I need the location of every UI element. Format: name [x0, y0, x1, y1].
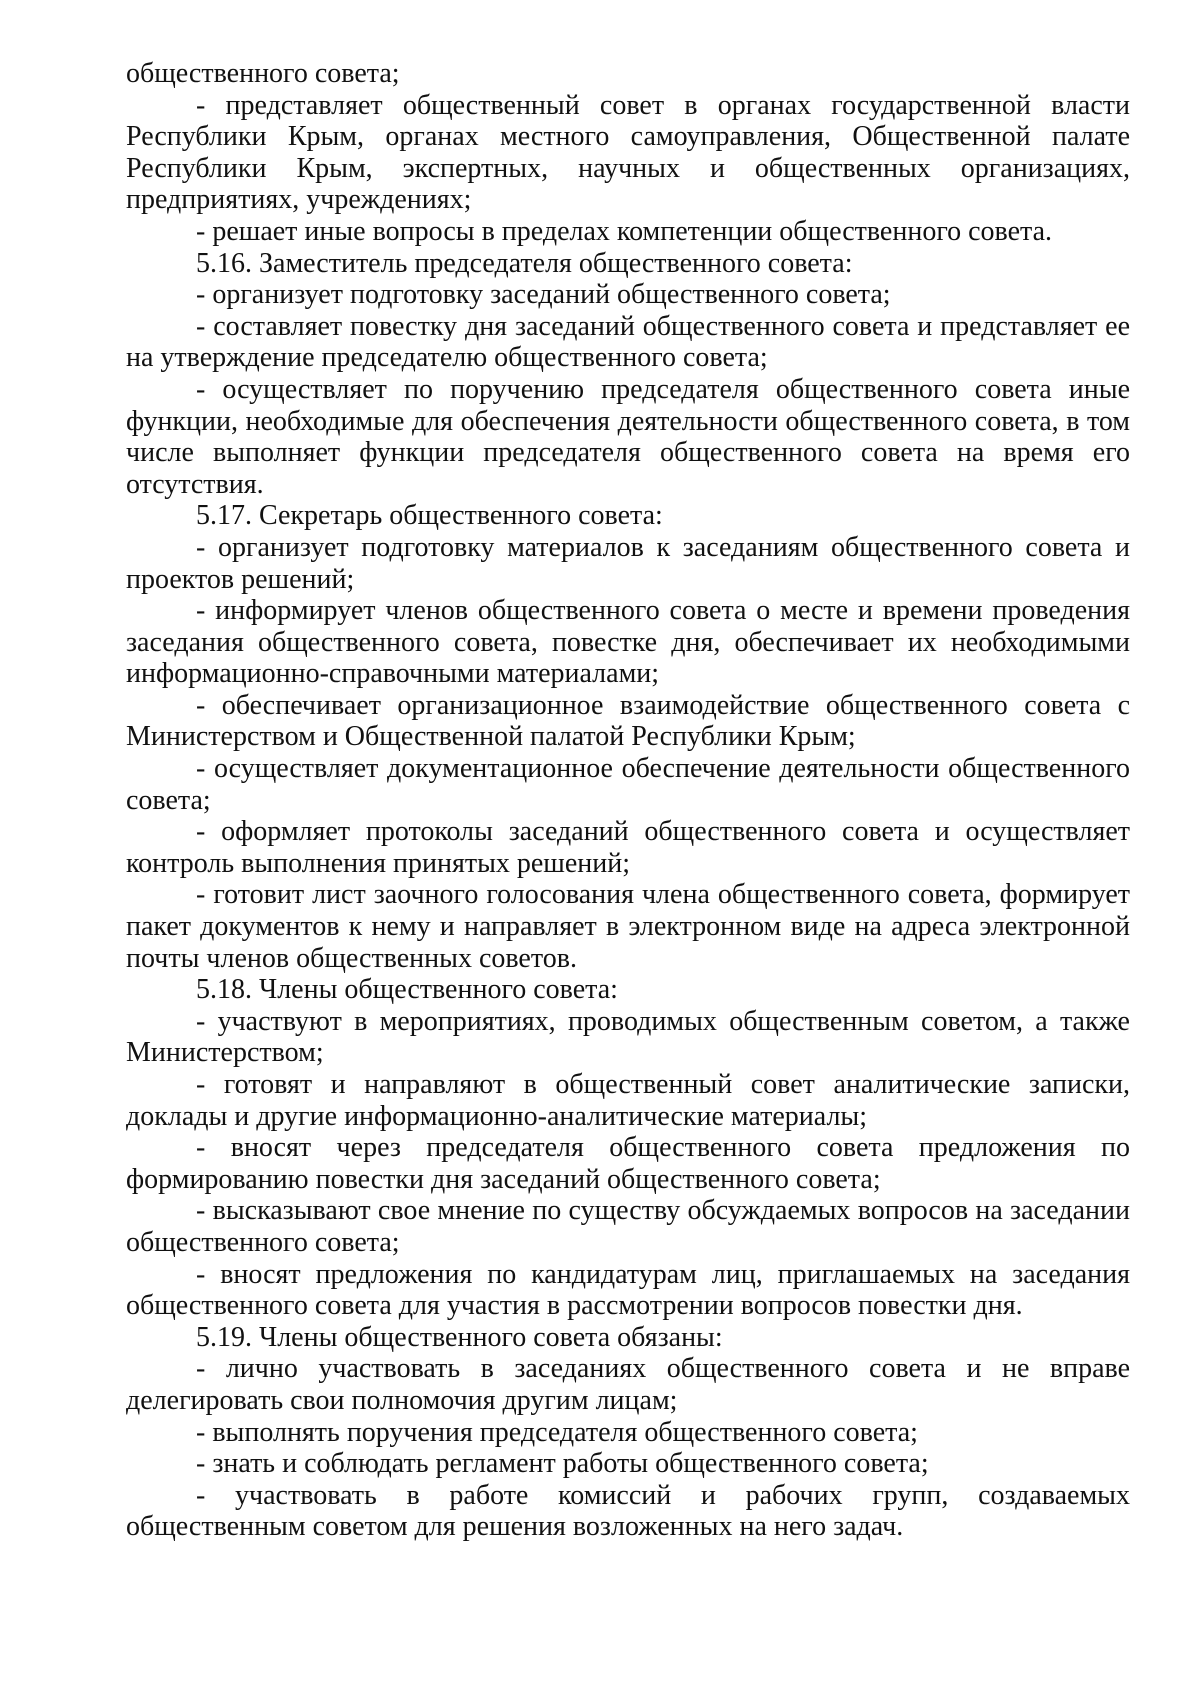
paragraph-members-candidates: - вносят предложения по кандидатурам лиц, приглашаемых на заседания общественного совета для участия в рассмотрении вопросов повестки дня. [126, 1258, 1130, 1322]
paragraph-chair-represents: - представляет общественный совет в органах государственной власти Республики Крым, органах местного самоуправления, Общественной палате Республики Крым, экспертных, научных и общественных организациях, предприятиях, учреждениях; [126, 89, 1130, 216]
paragraph-members-reports: - готовят и направляют в общественный совет аналитические записки, доклады и другие информационно-аналитические материалы; [126, 1069, 1130, 1132]
paragraph-secretary-interaction: - обеспечивает организационное взаимодействие общественного совета с Министерством и Общественной палатой Республики Крым; [126, 689, 1130, 753]
document-body [126, 58, 1130, 1543]
paragraph-obliged-instructions: - выполнять поручения председателя общественного совета; [196, 1416, 918, 1448]
paragraph-members-participate: - участвуют в мероприятиях, проводимых общественным советом, а также Министерством; [126, 1005, 1130, 1069]
paragraph-obliged-regulations: - знать и соблюдать регламент работы общественного совета; [196, 1448, 929, 1480]
paragraph-obliged-commissions: - участвовать в работе комиссий и рабочих групп, создаваемых общественным советом для решения возложенных на него задач. [126, 1479, 1130, 1543]
section-5-18-heading: 5.18. Члены общественного совета: [196, 974, 618, 1006]
paragraph-secretary-informs: - информирует членов общественного совета о месте и времени проведения заседания общественного совета, повестке дня, обеспечивает их необходимыми информационно-справочными материалами; [126, 595, 1130, 690]
paragraph-members-opinion: - высказывают свое мнение по существу обсуждаемых вопросов на заседании общественного совета; [126, 1195, 1130, 1258]
paragraph-continuation: общественного совета; [126, 58, 400, 89]
paragraph-deputy-organizes: - организует подготовку заседаний общественного совета; [196, 279, 891, 311]
paragraph-members-agenda-proposals: - вносят через председателя общественного совета предложения по формированию повестки дня заседаний общественного совета; [126, 1132, 1130, 1195]
paragraph-chair-other-questions: - решает иные вопросы в пределах компетенции общественного совета. [196, 215, 1053, 247]
paragraph-secretary-protocols: - оформляет протоколы заседаний общественного совета и осуществляет контроль выполнения принятых решений; [126, 816, 1130, 879]
paragraph-obliged-personally: - лично участвовать в заседаниях общественного совета и не вправе делегировать свои полномочия другим лицам; [126, 1353, 1130, 1416]
paragraph-deputy-functions: - осуществляет по поручению председателя общественного совета иные функции, необходимые для обеспечения деятельности общественного совета, в том числе выполняет функции председателя общественного совета на время его отсутствия. [126, 373, 1130, 500]
section-5-17-heading: 5.17. Секретарь общественного совета: [196, 500, 663, 532]
section-5-19-heading: 5.19. Члены общественного совета обязаны: [196, 1321, 723, 1353]
paragraph-deputy-agenda: - составляет повестку дня заседаний общественного совета и представляет ее на утверждение председателю общественного совета; [126, 310, 1130, 374]
paragraph-secretary-materials: - организует подготовку материалов к заседаниям общественного совета и проектов решений; [126, 531, 1130, 595]
section-5-16-heading: 5.16. Заместитель председателя общественного совета: [196, 247, 853, 279]
paragraph-secretary-documentation: - осуществляет документационное обеспечение деятельности общественного совета; [126, 753, 1130, 816]
paragraph-secretary-voting: - готовит лист заочного голосования члена общественного совета, формирует пакет документов к нему и направляет в электронном виде на адреса электронной почты членов общественных советов. [126, 879, 1130, 974]
